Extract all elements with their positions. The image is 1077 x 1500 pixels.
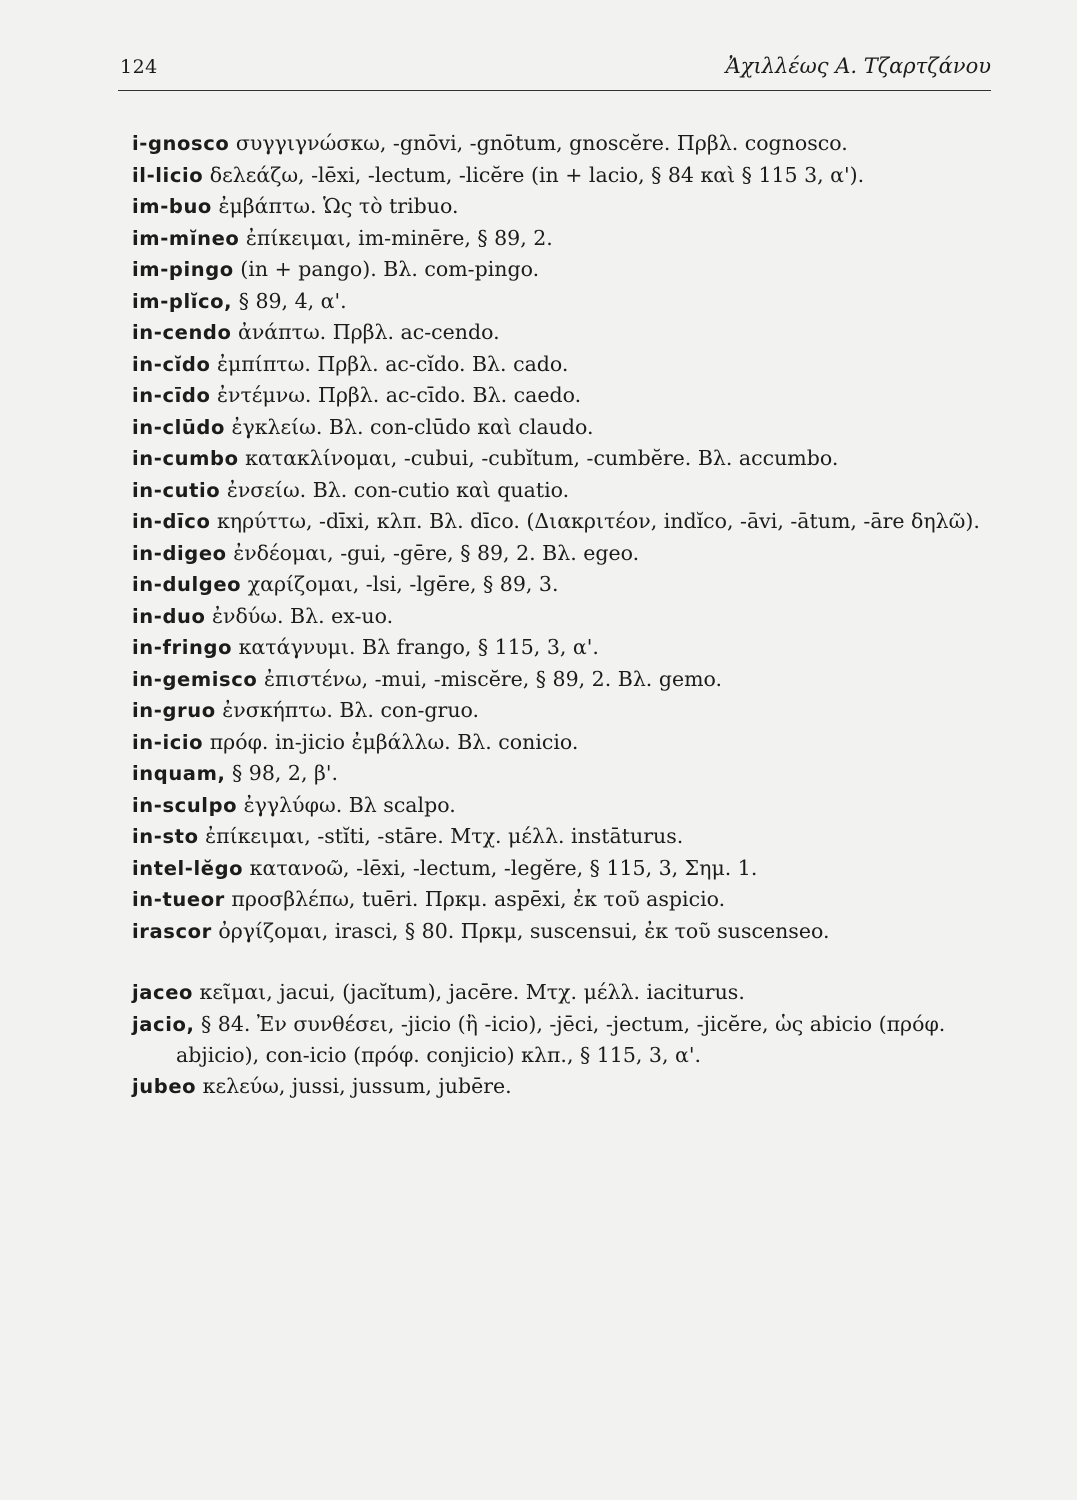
entry-headword: inquam, (132, 762, 226, 785)
dictionary-entry (132, 538, 992, 570)
entry-headword: in-gemisco (132, 667, 258, 691)
entry-definition: ἐγκλείω. Βλ. con-clūdo καὶ claudo. (224, 414, 594, 439)
entry-definition: ἐντέμνω. Πρβλ. ac-cīdo. Βλ. caedo. (210, 383, 582, 407)
entry-headword: jacio, (132, 1012, 195, 1036)
entry-headword: im-plĭco, (132, 289, 233, 313)
entry-definition: κατακλίνομαι, -cubui, -cubĭtum, -cumbĕre. Βλ. accumbo. (238, 446, 839, 470)
entry-headword: in-cendo (132, 321, 232, 344)
dictionary-entry (132, 286, 992, 318)
dictionary-entry (132, 853, 992, 885)
dictionary-entry (132, 790, 992, 822)
dictionary-entry (132, 1009, 992, 1071)
entry-definition: (in + pango). Βλ. com-pingo. (233, 257, 540, 281)
entry-definition: ἐνσκήπτω. Βλ. con-gruo. (215, 698, 480, 722)
dictionary-entry (132, 160, 992, 192)
dictionary-entry (132, 758, 992, 790)
entry-headword: in-cumbo (132, 447, 239, 470)
entry-definition: § 89, 4, α'. (232, 288, 347, 313)
dictionary-entry (132, 317, 992, 349)
dictionary-entry (132, 916, 992, 948)
entry-headword: im-pingo (132, 258, 234, 281)
dictionary-entry (132, 412, 992, 444)
entry-definition: ἐπιστένω, -mui, -miscĕre, § 89, 2. Βλ. gemo. (257, 666, 723, 691)
entry-definition: κεῖμαι, jacui, (jacĭtum), jacēre. Μτχ. μέλλ. iaciturus. (193, 980, 745, 1004)
dictionary-entry (132, 1071, 992, 1103)
entry-definition: ἐνδέομαι, -gui, -gēre, § 89, 2. Βλ. egeo. (226, 540, 640, 565)
entries-group-i (132, 128, 992, 947)
entry-headword: in-cutio (132, 478, 221, 502)
entry-headword: in-tueor (132, 888, 225, 911)
dictionary-entry (132, 727, 992, 759)
dictionary-entry (132, 191, 992, 223)
dictionary-entry (132, 884, 992, 916)
header-rule (118, 90, 991, 91)
entry-definition: ἐγγλύφω. Βλ scalpo. (237, 792, 456, 817)
running-head: Ἀχιλλέως Α. Τζαρτζάνου (725, 54, 991, 78)
entry-headword: in-icio (132, 730, 204, 754)
entry-definition: § 98, 2, β'. (225, 761, 338, 785)
dictionary-entry (132, 695, 992, 727)
dictionary-entry (132, 254, 992, 286)
entry-headword: jubeo (132, 1074, 197, 1098)
dictionary-entry (132, 506, 992, 538)
dictionary-entry (132, 443, 992, 475)
page-number: 124 (120, 56, 158, 78)
entry-definition: ἐπίκειμαι, im-minēre, § 89, 2. (239, 225, 553, 250)
section-gap (132, 947, 992, 977)
entry-headword: in-cĭdo (132, 352, 211, 376)
entry-definition: κατανοῶ, -lēxi, -lectum, -legĕre, § 115, 3, Σημ. 1. (243, 855, 758, 880)
dictionary-entry (132, 380, 992, 412)
dictionary-entry (132, 475, 992, 507)
entry-headword: im-buo (132, 195, 212, 218)
dictionary-entry (132, 632, 992, 664)
entry-headword: i-gnosco (132, 132, 230, 155)
entry-headword: in-fringo (132, 636, 233, 659)
dictionary-entry (132, 977, 992, 1009)
entry-definition: δελεάζω, -lēxi, -lectum, -licĕre (in + lacio, § 84 καὶ § 115 3, α'). (203, 162, 865, 187)
entry-headword: in-digeo (132, 541, 227, 565)
entry-definition: ἐνσείω. Βλ. con-cutio καὶ quatio. (220, 477, 570, 502)
entry-definition: ἐμβάπτω. Ὡς τὸ tribuo. (211, 194, 459, 218)
dictionary-entry (132, 569, 992, 601)
entry-definition: ἀνάπτω. Πρβλ. ac-cendo. (231, 320, 500, 344)
entry-headword: in-gruo (132, 699, 216, 722)
entries-list (132, 128, 992, 1102)
entry-headword: irascor (132, 919, 212, 943)
entry-headword: in-dulgeo (132, 573, 242, 596)
entries-group-j (132, 977, 992, 1102)
dictionary-entry (132, 349, 992, 381)
entry-headword: in-dīco (132, 510, 211, 533)
dictionary-entry (132, 821, 992, 853)
entry-definition: κατάγνυμι. Βλ frango, § 115, 3, α'. (232, 635, 599, 659)
entry-definition: χαρίζομαι, -lsi, -lgēre, § 89, 3. (241, 572, 559, 596)
entry-definition: ἐπίκειμαι, -stĭti, -stāre. Μτχ. μέλλ. instāturus. (198, 824, 684, 848)
dictionary-entry (132, 223, 992, 255)
dictionary-entry (132, 601, 992, 633)
entry-definition: συγγιγνώσκω, -gnōvi, -gnōtum, gnoscĕre. Πρβλ. cognosco. (229, 131, 848, 155)
entry-headword: im-mĭneo (132, 226, 240, 250)
entry-definition: προσβλέπω, tuēri. Πρκμ. aspēxi, ἐκ τοῦ aspicio. (224, 887, 726, 911)
entry-definition: ἐνδύω. Βλ. ex-uo. (205, 603, 394, 628)
dictionary-entry (132, 128, 992, 160)
entry-definition: κελεύω, jussi, jussum, jubēre. (196, 1073, 512, 1098)
entry-headword: jaceo (132, 981, 194, 1004)
entry-definition: πρόφ. in-jicio ἐμβάλλω. Βλ. conicio. (203, 729, 579, 754)
entry-headword: intel-lĕgo (132, 856, 244, 880)
entry-definition: ὀργίζομαι, irasci, § 80. Πρκμ, suscensui, ἐκ τοῦ suscenseo. (211, 918, 830, 943)
entry-headword: in-duo (132, 604, 206, 628)
dictionary-entry (132, 664, 992, 696)
entry-definition: κηρύττω, -dīxi, κλπ. Βλ. dīco. (Διακριτέον, indĭco, -āvi, -ātum, -āre δηλῶ). (210, 509, 980, 533)
entry-headword: il-licio (132, 163, 204, 187)
entry-headword: in-clūdo (132, 415, 225, 439)
entry-headword: in-sto (132, 825, 199, 848)
entry-headword: in-sculpo (132, 793, 238, 817)
entry-definition: § 84. Ἐν συνθέσει, -jicio (ἢ -icio), -jēci, -jectum, -jicĕre, ὡς abicio (πρόφ. abjicio), con-icio (πρόφ. conjicio) κλπ., § 115, 3, α'. (176, 1011, 946, 1067)
entry-headword: in-cīdo (132, 384, 211, 407)
entry-definition: ἐμπίπτω. Πρβλ. ac-cĭdo. Βλ. cado. (210, 351, 569, 376)
